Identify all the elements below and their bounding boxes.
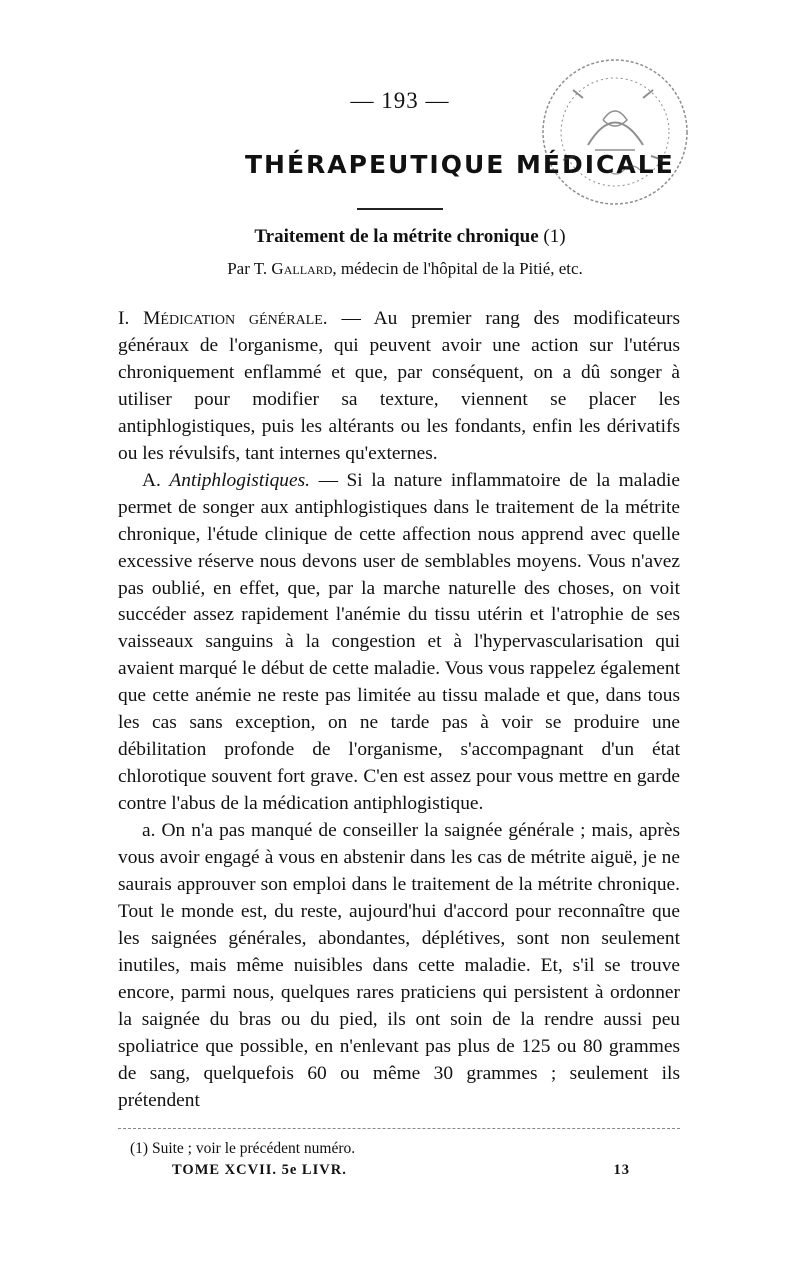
body-text (118, 306, 680, 1115)
paragraph-2-text: — Si la nature inflammatoire de la maladie permet de songer aux antiphlogistiques dans le traitement de la métrite chronique, l'étude clinique de cette affection nous apprend avec quelle excessive réserve nous devons user de semblables moyens. Vous n'avez pas oublié, en effet, que, par la marche naturelle des choses, on voit succéder assez rapidement l'anémie du tissu utérin et l'atrophie de ses vaisseaux sanguins à la congestion et à l'hypervascularisation qui avaient marqué le début de cette maladie. Vous vous rappelez également que cette anémie ne reste pas limitée au tissu malade et que, dans tous les cas sans exception, on ne tarde pas à voir se produire une débilitation profonde de l'organisme, s'accompagnant d'un état chlorotique souvent fort grave. C'en est assez pour vous mettre en garde contre l'abus de la médication antiphlogistique. (118, 469, 681, 815)
title-rule (357, 208, 443, 210)
paragraph-2-lead: A. (142, 469, 170, 491)
byline (0, 259, 800, 279)
paragraph-3 (118, 818, 680, 1114)
volume-signature: TOME XCVII. 5e LIVR. (172, 1162, 347, 1178)
signature-number: 13 (613, 1162, 630, 1178)
footnote-ref: (1) (543, 226, 566, 247)
paragraph-2 (118, 468, 680, 818)
paragraph-1 (118, 306, 680, 468)
article-title (0, 226, 800, 248)
signature-line (172, 1162, 630, 1179)
section-title: THÉRAPEUTIQUE MÉDICALE (245, 150, 675, 179)
paragraph-1-text: — Au premier rang des modificateurs généraux de l'organisme, qui peuvent avoir une action sur l'utérus chroniquement enflammé et que, par conséquent, on a dû songer à utiliser pour modifier sa texture, viennent se placer les antiphlogistiques, puis les altérants ou les fondants, enfin les dérivatifs ou les révulsifs, tant internes qu'externes. (118, 308, 680, 464)
byline-prefix: Par T. (227, 259, 268, 278)
page-number: — 193 — (350, 88, 450, 113)
author-name: Gallard, (271, 259, 337, 278)
footnote: (1) Suite ; voir le précédent numéro. (130, 1140, 356, 1157)
footnote-rule (118, 1128, 680, 1130)
article-title-text: Traitement de la métrite chronique (254, 226, 539, 247)
paragraph-1-lead: I. Médication générale. (118, 308, 328, 329)
library-stamp (533, 50, 693, 220)
paragraph-2-italic: Antiphlogistiques. (169, 469, 311, 491)
paragraph-3-text: a. On n'a pas manqué de conseiller la saignée générale ; mais, après vous avoir engagé à vous en abstenir dans les cas de métrite aiguë, je ne saurais approuver son emploi dans le traitement de la métrite chronique. Tout le monde est, du reste, aujourd'hui d'accord pour reconnaître que les saignées générales, abondantes, déplétives, sont non seulement inutiles, mais même nuisibles dans cette maladie. Et, s'il se trouve encore, parmi nous, quelques rares praticiens qui persistent à ordonner la saignée du bras ou du pied, ils ont soin de la rendre aussi peu spoliatrice que possible, en n'enlevant pas plus de 125 ou 80 grammes de sang, quelquefois 60 ou même 30 grammes ; seulement ils prétendent (118, 820, 680, 1111)
byline-affiliation: médecin de l'hôpital de la Pitié, etc. (340, 259, 583, 278)
